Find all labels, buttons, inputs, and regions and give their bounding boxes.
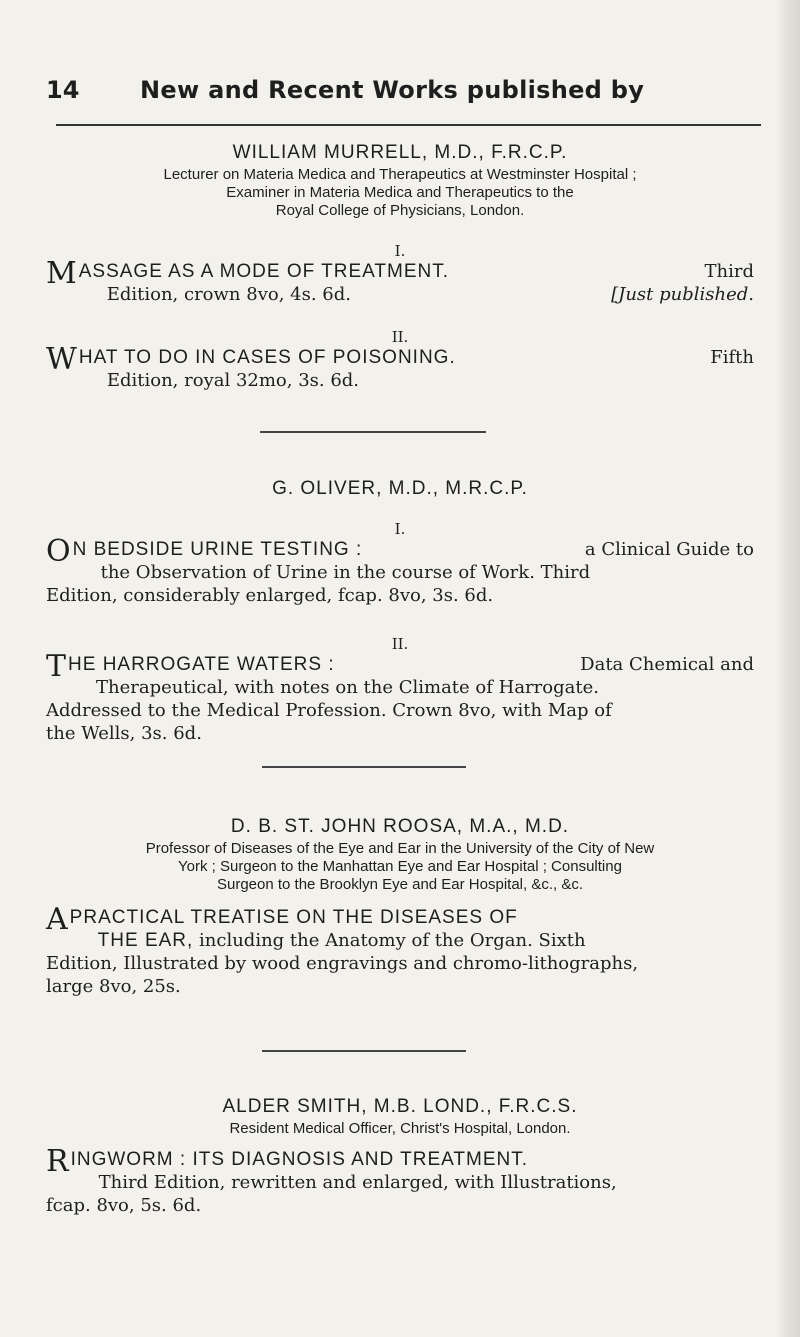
book-entry <box>46 256 754 306</box>
affiliation-line: Lecturer on Materia Medica and Therapeutics at Westminster Hospital ; <box>163 166 637 183</box>
book-title: ASSAGE AS A MODE OF TREATMENT. <box>78 261 450 282</box>
page-edge-shadow <box>776 0 800 1337</box>
author-section-oliver <box>46 478 754 745</box>
affiliation-line: Examiner in Materia Medica and Therapeutics to the <box>226 184 574 201</box>
book-entry <box>46 902 754 998</box>
book-subtitle: a Clinical Guide to <box>584 539 754 560</box>
affiliation-line: Surgeon to the Brooklyn Eye and Ear Hospital, &c., &c. <box>216 876 584 893</box>
drop-initial: R <box>46 1144 69 1179</box>
book-details: Addressed to the Medical Profession. Crown 8vo, with Map of <box>46 700 612 721</box>
book-details: the Wells, 3s. 6d. <box>46 723 202 744</box>
book-details: the Observation of Urine in the course of Work. Third <box>100 562 591 583</box>
affiliation-line: Royal College of Physicians, London. <box>275 202 525 219</box>
book-details: Edition, Illustrated by wood engravings and chromo-lithographs, <box>46 953 639 974</box>
section-divider <box>262 1050 466 1052</box>
book-title: PRACTICAL TREATISE ON THE DISEASES OF <box>69 907 518 928</box>
drop-initial: W <box>46 342 77 377</box>
author-section-alder-smith <box>46 1096 754 1217</box>
drop-initial: T <box>46 649 67 684</box>
author-name: WILLIAM MURRELL, M.D., F.R.C.P. <box>232 142 568 163</box>
book-details: Edition, considerably enlarged, fcap. 8vo, 3s. 6d. <box>46 585 494 606</box>
book-title: HE HARROGATE WATERS : <box>68 654 335 675</box>
running-title: New and Recent Works published by <box>140 76 645 104</box>
author-section-roosa <box>46 816 754 998</box>
book-details: Third Edition, rewritten and enlarged, with Illustrations, <box>98 1172 617 1193</box>
section-divider <box>262 766 466 768</box>
work-numeral: II. <box>391 328 409 346</box>
book-details: Therapeutical, with notes on the Climate of Harrogate. <box>96 677 599 698</box>
affiliation-line: Resident Medical Officer, Christ's Hospital, London. <box>229 1120 571 1137</box>
book-edition: Fifth <box>710 347 754 368</box>
section-divider <box>260 431 486 433</box>
book-title: INGWORM : ITS DIAGNOSIS AND TREATMENT. <box>70 1149 529 1170</box>
drop-initial: A <box>46 902 68 937</box>
work-numeral: I. <box>394 242 406 260</box>
author-affiliation <box>46 1120 754 1138</box>
book-entry <box>46 1144 754 1217</box>
affiliation-line: Professor of Diseases of the Eye and Ear in the University of the City of New <box>145 840 655 857</box>
author-section-murrell <box>46 142 754 392</box>
affiliation-line: York ; Surgeon to the Manhattan Eye and Ear Hospital ; Consulting <box>178 858 622 875</box>
publication-note: [Just published. <box>611 284 754 305</box>
header-rule <box>56 124 761 126</box>
book-entry <box>46 649 754 745</box>
book-title: HAT TO DO IN CASES OF POISONING. <box>78 347 456 368</box>
page-number: 14 <box>46 76 80 104</box>
author-affiliation <box>46 840 754 894</box>
author-name: ALDER SMITH, M.B. LOND., F.R.C.S. <box>222 1096 578 1117</box>
author-name: D. B. ST. JOHN ROOSA, M.A., M.D. <box>230 816 570 837</box>
work-numeral: I. <box>394 520 406 538</box>
book-details: large 8vo, 25s. <box>46 976 181 997</box>
book-details: fcap. 8vo, 5s. 6d. <box>46 1195 202 1216</box>
book-subtitle: Data Chemical and <box>580 654 754 675</box>
author-name: G. OLIVER, M.D., M.R.C.P. <box>272 478 528 499</box>
book-entry <box>46 534 754 607</box>
book-details: including the Anatomy of the Organ. Sixth <box>199 930 586 951</box>
book-entry <box>46 342 754 392</box>
work-numeral: II. <box>391 635 409 653</box>
drop-initial: O <box>46 534 71 569</box>
book-edition: Third <box>704 261 754 282</box>
drop-initial: M <box>46 256 77 291</box>
book-details: Edition, royal 32mo, 3s. 6d. <box>106 370 360 391</box>
book-details: Edition, crown 8vo, 4s. 6d. <box>106 284 351 305</box>
book-title-continued: THE EAR, <box>97 930 194 951</box>
author-affiliation <box>46 166 754 220</box>
book-title: N BEDSIDE URINE TESTING : <box>72 539 363 560</box>
